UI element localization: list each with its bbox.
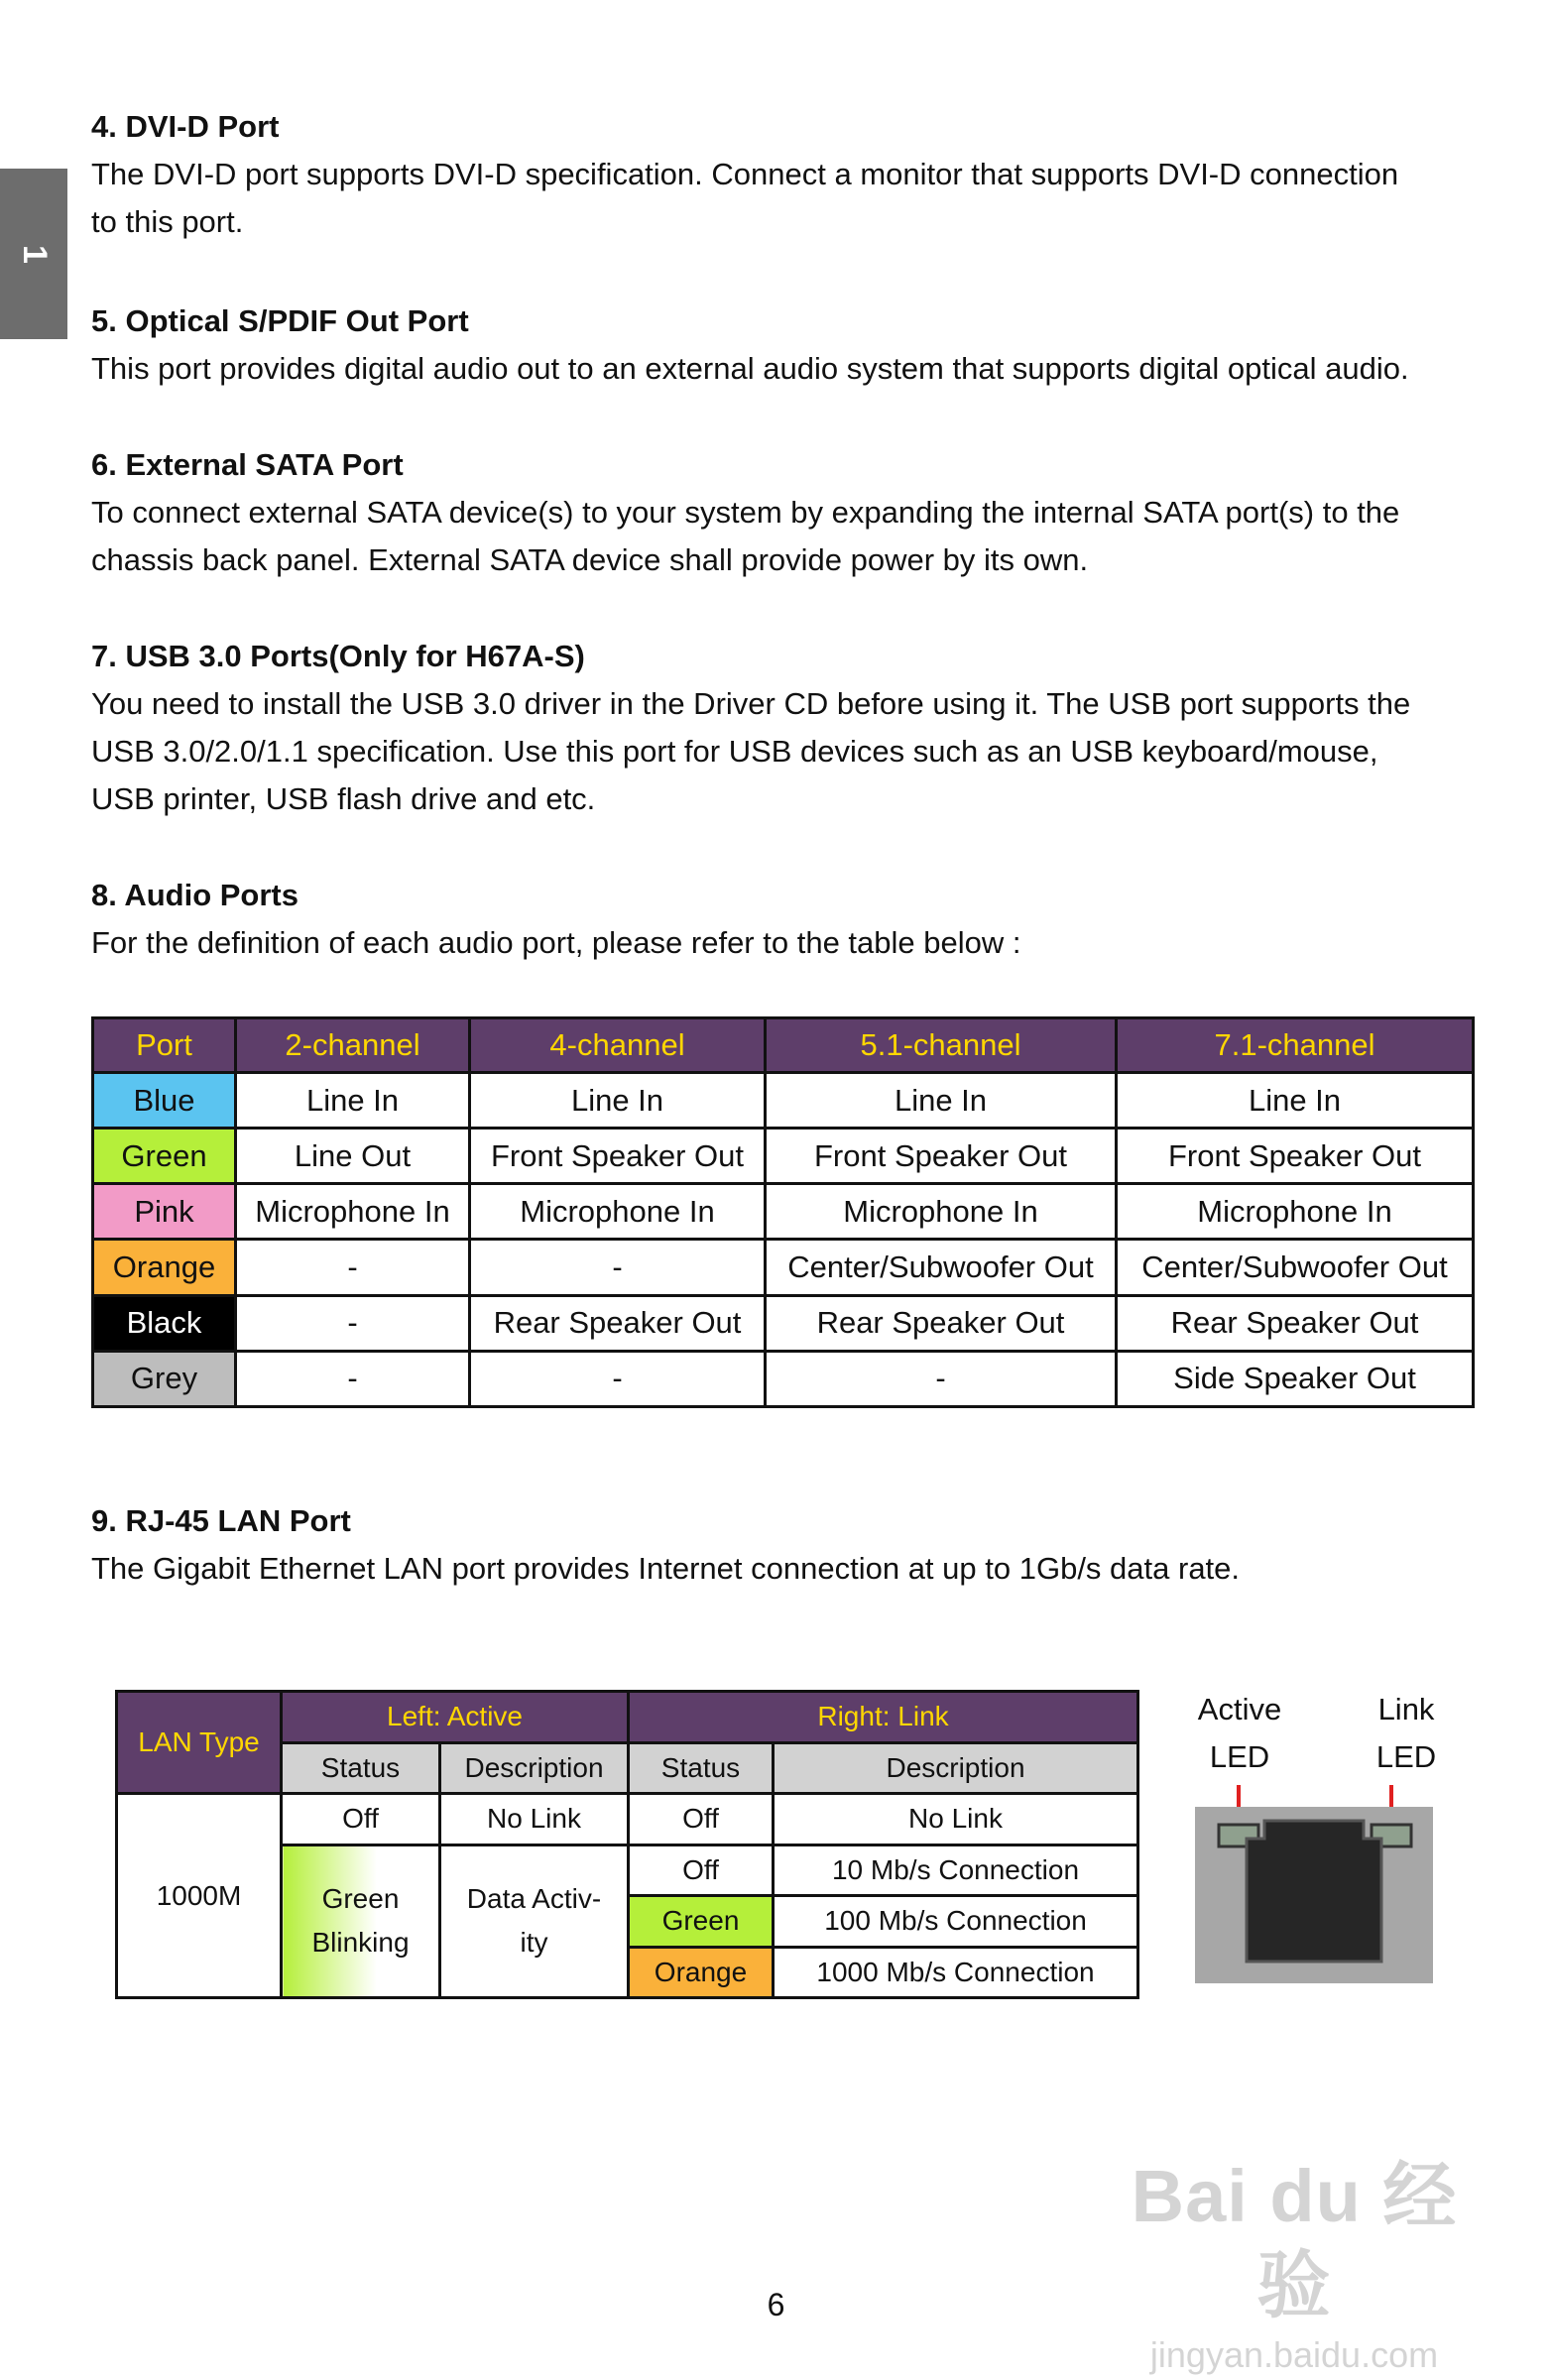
channel-cell: Line Out [236, 1129, 470, 1184]
section-audio [91, 872, 1475, 967]
right-description: 1000 Mb/s Connection [774, 1947, 1138, 1998]
channel-cell: Side Speaker Out [1117, 1351, 1474, 1406]
table-row [117, 1794, 1138, 1845]
channel-cell: - [470, 1351, 766, 1406]
right-status-orange: Orange [629, 1947, 774, 1998]
port-color-cell: Blue [93, 1073, 236, 1129]
section-text: For the definition of each audio port, please refer to the table below : [91, 925, 1021, 960]
section-text: To connect external SATA device(s) to your system by expanding the internal SATA port(s) to the [91, 495, 1400, 530]
channel-cell: Line In [1117, 1073, 1474, 1129]
watermark-brand: Bai du 经验 [1131, 2155, 1458, 2326]
section-text: to this port. [91, 204, 244, 239]
left-description: No Link [440, 1794, 629, 1845]
channel-cell: Microphone In [236, 1184, 470, 1240]
status-header: Status [282, 1742, 440, 1794]
lan-type-header: LAN Type [117, 1692, 282, 1794]
port-opening [1247, 1821, 1381, 1962]
page-number: 6 [767, 2287, 785, 2322]
label-line: LED [1209, 1739, 1270, 1774]
audio-ports-table [91, 1016, 1475, 1408]
active-led-label [1175, 1686, 1304, 1781]
section-text: The Gigabit Ethernet LAN port provides Internet connection at up to 1Gb/s data rate. [91, 1551, 1241, 1586]
right-link-header: Right: Link [629, 1692, 1138, 1743]
channel-cell: Microphone In [1117, 1184, 1474, 1240]
table-row [93, 1240, 1474, 1295]
section-title: 6. External SATA Port [91, 447, 404, 482]
channel-cell: - [766, 1351, 1117, 1406]
lan-led-table [115, 1690, 1139, 1999]
chapter-number: 1 [15, 244, 54, 264]
table-header-row [93, 1018, 1474, 1073]
lan-header-row [117, 1692, 1138, 1743]
label-line: Active [1197, 1692, 1282, 1726]
section-text: USB 3.0/2.0/1.1 specification. Use this port for USB devices such as an USB keyboard/mouse, [91, 734, 1378, 769]
port-color-cell: Grey [93, 1351, 236, 1406]
right-description: No Link [774, 1794, 1138, 1845]
section-title: 4. DVI-D Port [91, 109, 280, 144]
status-header: Status [629, 1742, 774, 1794]
section-text: This port provides digital audio out to an external audio system that supports digital optical audio. [91, 351, 1409, 386]
rj45-port-icon [1195, 1785, 1433, 1983]
section-text: chassis back panel. External SATA device shall provide power by its own. [91, 542, 1089, 577]
channel-cell: Front Speaker Out [470, 1129, 766, 1184]
port-color-cell: Pink [93, 1184, 236, 1240]
channel-cell: Microphone In [766, 1184, 1117, 1240]
section-usb3 [91, 633, 1475, 872]
channel-cell: Line In [236, 1073, 470, 1129]
table-row [93, 1129, 1474, 1184]
page-content [91, 103, 1475, 967]
channel-cell: - [236, 1295, 470, 1351]
section-title: 5. Optical S/PDIF Out Port [91, 303, 469, 338]
channel-cell: - [470, 1240, 766, 1295]
section-title: 9. RJ-45 LAN Port [91, 1503, 351, 1538]
channel-cell: Line In [766, 1073, 1117, 1129]
channel-cell: Rear Speaker Out [470, 1295, 766, 1351]
right-status: Off [629, 1794, 774, 1845]
description-header: Description [774, 1742, 1138, 1794]
link-led-label [1352, 1686, 1461, 1781]
description-header: Description [440, 1742, 629, 1794]
channel-cell: Center/Subwoofer Out [766, 1240, 1117, 1295]
port-color-cell: Green [93, 1129, 236, 1184]
table-row [93, 1184, 1474, 1240]
section-text: The DVI-D port supports DVI-D specification. Connect a monitor that supports DVI-D connection [91, 157, 1399, 191]
channel-cell: Rear Speaker Out [766, 1295, 1117, 1351]
right-description: 100 Mb/s Connection [774, 1896, 1138, 1948]
right-description: 10 Mb/s Connection [774, 1844, 1138, 1896]
section-title: 7. USB 3.0 Ports(Only for H67A-S) [91, 639, 585, 673]
header-cell: Port [93, 1018, 236, 1073]
header-cell: 5.1-channel [766, 1018, 1117, 1073]
table-row [93, 1351, 1474, 1406]
right-status-green: Green [629, 1896, 774, 1948]
section-spdif [91, 298, 1475, 441]
channel-cell: Rear Speaker Out [1117, 1295, 1474, 1351]
label-line: Link [1377, 1692, 1435, 1726]
port-color-cell: Black [93, 1295, 236, 1351]
section-text: USB printer, USB flash drive and etc. [91, 781, 596, 816]
audio-table-body [93, 1073, 1474, 1407]
channel-cell: Line In [470, 1073, 766, 1129]
section-title: 8. Audio Ports [91, 878, 298, 912]
channel-cell: Microphone In [470, 1184, 766, 1240]
right-status: Off [629, 1844, 774, 1896]
header-cell: 7.1-channel [1117, 1018, 1474, 1073]
section-lan [91, 1497, 1475, 1593]
lan-type-value: 1000M [117, 1794, 282, 1998]
header-cell: 4-channel [470, 1018, 766, 1073]
channel-cell: Front Speaker Out [1117, 1129, 1474, 1184]
watermark-url: jingyan.baidu.com [1149, 2334, 1439, 2375]
section-dvi [91, 103, 1475, 298]
channel-cell: Center/Subwoofer Out [1117, 1240, 1474, 1295]
section-text: You need to install the USB 3.0 driver in the Driver CD before using it. The USB port supports the [91, 686, 1411, 721]
header-cell: 2-channel [236, 1018, 470, 1073]
port-color-cell: Orange [93, 1240, 236, 1295]
led-labels [1175, 1686, 1453, 1785]
left-active-header: Left: Active [282, 1692, 629, 1743]
channel-cell: - [236, 1351, 470, 1406]
table-row [93, 1073, 1474, 1129]
table-row [93, 1295, 1474, 1351]
left-status: Off [282, 1794, 440, 1845]
section-esata [91, 441, 1475, 633]
left-description-activity: Data Activ-ity [440, 1844, 629, 1998]
channel-cell: Front Speaker Out [766, 1129, 1117, 1184]
channel-cell: - [236, 1240, 470, 1295]
chapter-tab [0, 169, 67, 339]
watermark-logo [1111, 2152, 1478, 2375]
label-line: LED [1375, 1739, 1437, 1774]
left-status-green-blinking: Green Blinking [282, 1844, 440, 1998]
